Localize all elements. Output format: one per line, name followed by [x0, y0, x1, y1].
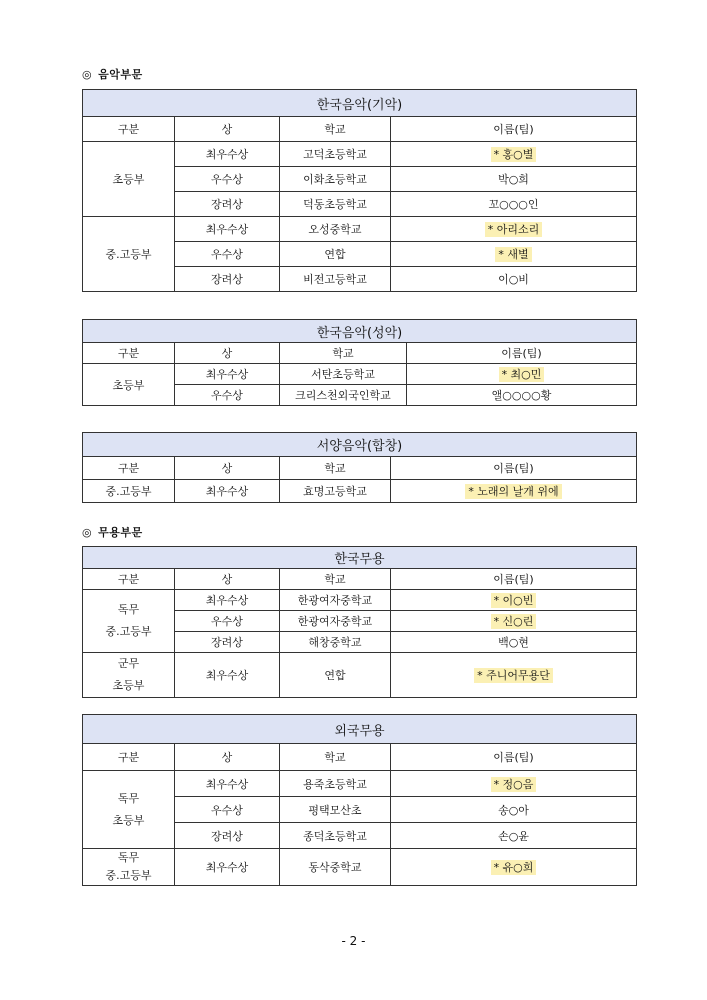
category-cell — [83, 653, 175, 698]
category-cell — [83, 771, 175, 849]
award-cell: 장려상 — [175, 823, 280, 849]
highlighted-name: * 유○희 — [491, 860, 537, 875]
award-cell: 장려상 — [175, 192, 280, 217]
award-cell: 우수상 — [175, 797, 280, 823]
highlighted-name: * 새별 — [495, 247, 531, 262]
name-cell: 송○아 — [391, 797, 637, 823]
school-cell: 해창중학교 — [280, 632, 391, 653]
section-heading-music — [82, 66, 143, 82]
highlighted-name: * 신○린 — [491, 614, 537, 629]
name-cell — [391, 653, 637, 698]
category-line: 독무 — [117, 851, 140, 864]
award-cell: 최우수상 — [175, 653, 280, 698]
name-cell — [391, 849, 637, 886]
award-cell: 최우수상 — [175, 364, 280, 385]
table-korean-vocal — [82, 319, 637, 406]
highlighted-name: * 아리소리 — [485, 222, 543, 237]
header-award: 상 — [175, 457, 280, 480]
highlighted-name: * 이○빈 — [491, 593, 537, 608]
table-title: 한국음악(성악) — [83, 320, 637, 343]
header-award: 상 — [175, 744, 280, 771]
name-cell — [391, 590, 637, 611]
section-title: 무용부문 — [98, 526, 143, 539]
header-award: 상 — [175, 117, 280, 142]
header-school: 학교 — [280, 343, 407, 364]
school-cell: 효명고등학교 — [280, 480, 391, 503]
header-school: 학교 — [280, 569, 391, 590]
category-line: 초등부 — [112, 813, 145, 827]
header-category: 구분 — [83, 117, 175, 142]
category-cell: 중.고등부 — [83, 217, 175, 292]
section-title: 음악부문 — [98, 68, 143, 81]
award-cell: 최우수상 — [175, 590, 280, 611]
category-line: 초등부 — [112, 679, 145, 692]
school-cell: 평택모산초 — [280, 797, 391, 823]
name-cell — [391, 217, 637, 242]
award-cell: 최우수상 — [175, 217, 280, 242]
highlighted-name: * 홍○별 — [491, 147, 537, 162]
school-cell: 한광여자중학교 — [280, 590, 391, 611]
school-cell: 연합 — [280, 653, 391, 698]
table-western-choir — [82, 432, 637, 503]
header-category: 구분 — [83, 343, 175, 364]
table-title: 한국무용 — [83, 547, 637, 569]
header-name: 이름(팀) — [391, 457, 637, 480]
category-cell: 중.고등부 — [83, 480, 175, 503]
name-cell: 손○윤 — [391, 823, 637, 849]
table-korean-dance — [82, 546, 637, 698]
school-cell: 서탄초등학교 — [280, 364, 407, 385]
header-name: 이름(팀) — [391, 569, 637, 590]
double-circle-icon: ◎ — [82, 526, 93, 539]
school-cell: 종덕초등학교 — [280, 823, 391, 849]
name-cell: 박○희 — [391, 167, 637, 192]
school-cell: 고덕초등학교 — [280, 142, 391, 167]
category-cell — [83, 849, 175, 886]
name-cell — [391, 142, 637, 167]
header-name: 이름(팀) — [391, 117, 637, 142]
name-cell — [391, 771, 637, 797]
award-cell: 우수상 — [175, 611, 280, 632]
section-heading-dance — [82, 524, 143, 540]
category-line: 중.고등부 — [105, 625, 152, 638]
header-category: 구분 — [83, 744, 175, 771]
school-cell: 용죽초등학교 — [280, 771, 391, 797]
name-cell: 앨○○○○황 — [407, 385, 637, 406]
name-cell — [391, 242, 637, 267]
category-cell: 초등부 — [83, 142, 175, 217]
highlighted-name: * 정○음 — [491, 777, 537, 792]
header-name: 이름(팀) — [407, 343, 637, 364]
table-foreign-dance — [82, 714, 637, 886]
school-cell: 동삭중학교 — [280, 849, 391, 886]
table-title: 한국음악(기악) — [83, 90, 637, 117]
name-cell — [391, 611, 637, 632]
award-cell: 장려상 — [175, 267, 280, 292]
header-category: 구분 — [83, 569, 175, 590]
school-cell: 비전고등학교 — [280, 267, 391, 292]
table-title: 외국무용 — [83, 715, 637, 744]
table-title: 서양음악(합창) — [83, 433, 637, 457]
name-cell: 꼬○○○인 — [391, 192, 637, 217]
page-number: - 2 - — [341, 934, 366, 948]
highlighted-name: * 주니어무용단 — [474, 668, 553, 683]
name-cell: 이○비 — [391, 267, 637, 292]
name-cell — [391, 480, 637, 503]
award-cell: 최우수상 — [175, 480, 280, 503]
category-cell: 초등부 — [83, 364, 175, 406]
header-school: 학교 — [280, 457, 391, 480]
category-line: 독무 — [117, 603, 140, 616]
header-award: 상 — [175, 569, 280, 590]
school-cell: 크리스천외국인학교 — [280, 385, 407, 406]
table-korean-instrumental — [82, 89, 637, 292]
award-cell: 우수상 — [175, 385, 280, 406]
category-line: 독무 — [117, 791, 140, 805]
award-cell: 최우수상 — [175, 771, 280, 797]
school-cell: 덕동초등학교 — [280, 192, 391, 217]
school-cell: 이화초등학교 — [280, 167, 391, 192]
highlighted-name: * 노래의 날개 위에 — [465, 484, 561, 499]
highlighted-name: * 최○민 — [499, 367, 545, 382]
award-cell: 최우수상 — [175, 142, 280, 167]
award-cell: 최우수상 — [175, 849, 280, 886]
category-line: 군무 — [117, 657, 140, 670]
name-cell: 백○현 — [391, 632, 637, 653]
award-cell: 우수상 — [175, 167, 280, 192]
name-cell — [407, 364, 637, 385]
award-cell: 장려상 — [175, 632, 280, 653]
school-cell: 한광여자중학교 — [280, 611, 391, 632]
double-circle-icon: ◎ — [82, 68, 93, 81]
header-award: 상 — [175, 343, 280, 364]
header-name: 이름(팀) — [391, 744, 637, 771]
school-cell: 오성중학교 — [280, 217, 391, 242]
award-cell: 우수상 — [175, 242, 280, 267]
header-school: 학교 — [280, 117, 391, 142]
header-category: 구분 — [83, 457, 175, 480]
school-cell: 연합 — [280, 242, 391, 267]
category-line: 중.고등부 — [105, 869, 152, 882]
category-cell — [83, 590, 175, 653]
header-school: 학교 — [280, 744, 391, 771]
